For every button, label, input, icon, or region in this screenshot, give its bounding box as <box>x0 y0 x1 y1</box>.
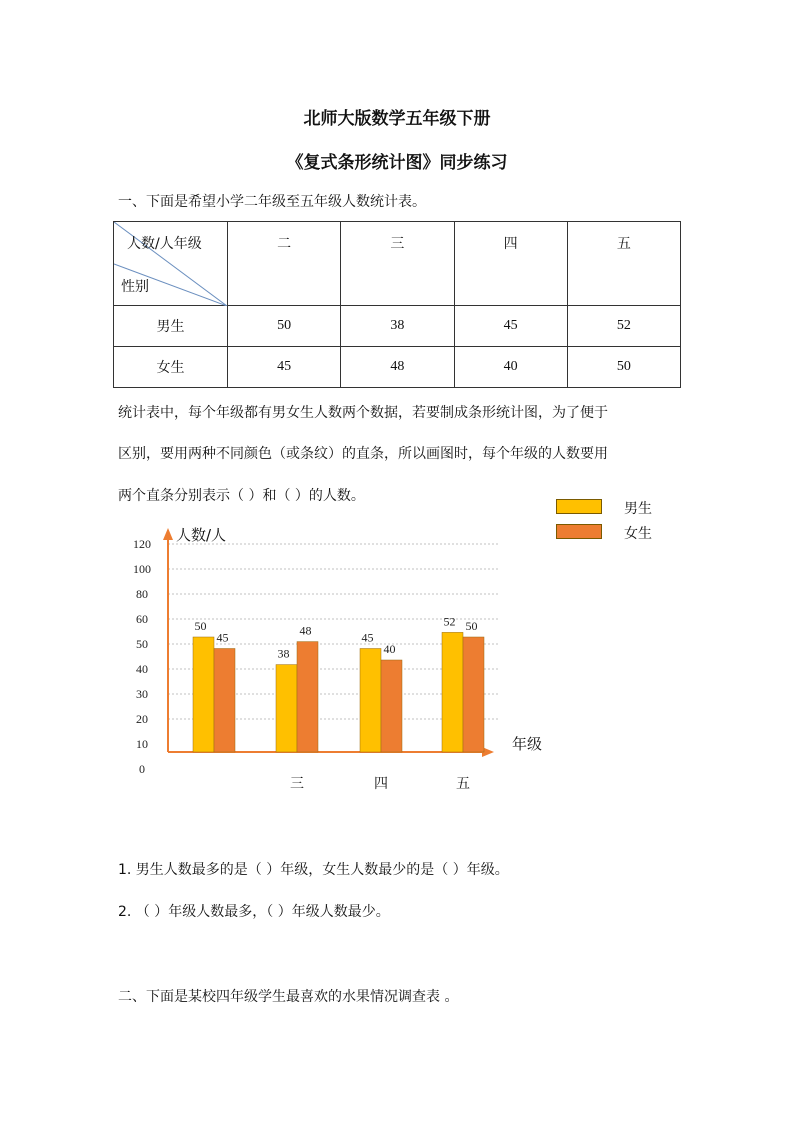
section2-heading: 二、下面是某校四年级学生最喜欢的水果情况调查表 。 <box>118 989 459 1005</box>
table-col-header: 三 <box>341 222 454 306</box>
y-tick-label: 10 <box>136 737 148 751</box>
table-cell: 50 <box>567 347 680 388</box>
y-tick-label: 20 <box>136 712 148 726</box>
y-tick-label: 40 <box>136 662 148 676</box>
bar-data-label: 50 <box>465 619 478 633</box>
table-cell: 40 <box>454 347 567 388</box>
y-tick-label: 60 <box>136 612 148 626</box>
table-col-header: 四 <box>454 222 567 306</box>
bar <box>276 665 297 752</box>
x-tick-label: 五 <box>456 776 470 792</box>
paragraph-line-3: 两个直条分别表示（ ）和（ ）的人数。 <box>118 488 365 504</box>
bar <box>297 642 318 752</box>
statistics-table <box>113 221 681 388</box>
document-title: 北师大版数学五年级下册 <box>303 109 491 129</box>
question-1: 1. 男生人数最多的是（ ）年级，女生人数最少的是（ ）年级。 <box>118 862 509 878</box>
table-cell: 45 <box>454 306 567 347</box>
legend-label-boys: 男生 <box>624 501 652 517</box>
table-row <box>114 306 681 347</box>
row-label: 男生 <box>114 306 228 347</box>
corner-label-top: 人数/人年级 <box>127 236 202 252</box>
table-col-header: 五 <box>567 222 680 306</box>
bar-data-label: 50 <box>194 619 207 633</box>
bar-data-label: 45 <box>361 630 374 645</box>
bar <box>381 660 402 752</box>
y-tick-label: 30 <box>136 687 148 701</box>
section1-heading: 一、下面是希望小学二年级至五年级人数统计表。 <box>118 194 426 210</box>
table-cell: 50 <box>228 306 341 347</box>
bar-data-label: 45 <box>216 630 229 645</box>
table-corner-cell <box>114 222 228 306</box>
y-tick-label: 120 <box>133 537 151 551</box>
bar <box>193 637 214 752</box>
legend-swatch-girls <box>556 524 602 539</box>
y-tick-label: 50 <box>136 637 148 651</box>
table-row <box>114 347 681 388</box>
y-tick-label: 0 <box>139 762 145 776</box>
bar-data-label: 52 <box>443 614 456 629</box>
corner-label-bottom: 性别 <box>121 279 149 295</box>
table-col-header: 二 <box>228 222 341 306</box>
row-label: 女生 <box>114 347 228 388</box>
bar <box>463 637 484 752</box>
paragraph-line-2: 区别，要用两种不同颜色（或条纹）的直条，所以画图时，每个年级的人数要用 <box>118 446 608 462</box>
y-axis-title: 人数/人 <box>176 526 227 544</box>
question-2: 2. （ ）年级人数最多，（ ）年级人数最少。 <box>118 904 390 920</box>
x-axis-title: 年级 <box>512 735 543 753</box>
bar <box>360 649 381 753</box>
document-subtitle: 《复式条形统计图》同步练习 <box>286 153 508 173</box>
bar <box>214 649 235 753</box>
bar <box>442 632 463 752</box>
table-cell: 48 <box>341 347 454 388</box>
table-cell: 45 <box>228 347 341 388</box>
bar-data-label: 48 <box>299 623 312 638</box>
legend-swatch-boys <box>556 499 602 514</box>
bar-data-label: 40 <box>383 642 396 656</box>
table-header-row <box>114 222 681 306</box>
bar-data-label: 38 <box>277 646 290 661</box>
x-tick-label: 四 <box>374 776 388 792</box>
table-cell: 52 <box>567 306 680 347</box>
y-tick-label: 80 <box>136 587 148 601</box>
table-cell: 38 <box>341 306 454 347</box>
legend-label-girls: 女生 <box>624 526 652 542</box>
paragraph-line-1: 统计表中，每个年级都有男女生人数两个数据，若要制成条形统计图，为了便于 <box>118 405 608 421</box>
y-axis-arrow <box>163 528 173 540</box>
x-tick-label: 三 <box>290 776 304 792</box>
bar-chart <box>120 520 560 800</box>
y-tick-label: 100 <box>133 562 151 576</box>
